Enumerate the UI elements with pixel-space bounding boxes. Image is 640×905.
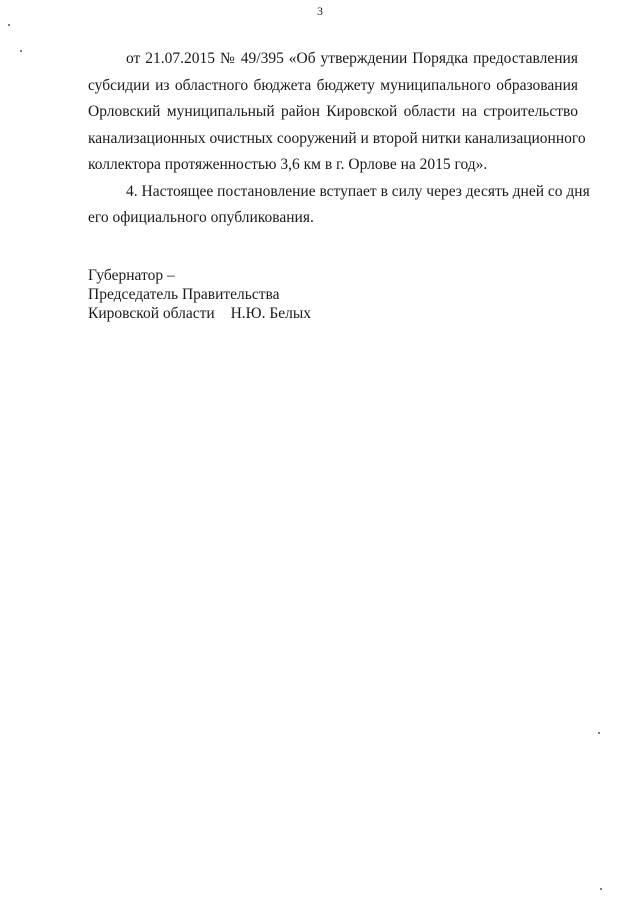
scan-speck	[600, 888, 602, 890]
text-line: от 21.07.2015 № 49/395 «Об утверждении Порядка предоставления	[126, 50, 578, 67]
text-line: Орловский муниципальный район Кировской области на строительство	[88, 103, 578, 120]
page-number: 3	[317, 4, 323, 18]
signature-title: Губернатор –	[88, 267, 175, 284]
signature-position: Председатель Правительства	[88, 286, 280, 303]
text-line: канализационных очистных сооружений и второй нитки канализационного	[88, 129, 586, 147]
scan-speck	[20, 50, 22, 52]
document-body	[88, 46, 590, 232]
text-line: коллектора протяженностью 3,6 км в г. Орлове на 2015 год».	[88, 156, 488, 173]
signature-region-line	[88, 304, 311, 323]
signature-region: Кировской области	[88, 305, 215, 322]
text-line: 4. Настоящее постановление вступает в силу через десять дней со дня	[126, 182, 590, 200]
text-line: субсидии из областного бюджета бюджету муниципального образования	[88, 76, 578, 94]
paragraph-effective-date	[88, 179, 590, 232]
signature-block	[88, 266, 311, 323]
text-line: его официального опубликования.	[88, 209, 314, 226]
signatory-name: Н.Ю. Белых	[230, 305, 312, 322]
paragraph-regulation-reference	[88, 46, 586, 179]
scan-speck	[8, 24, 10, 26]
scan-speck	[598, 732, 600, 734]
